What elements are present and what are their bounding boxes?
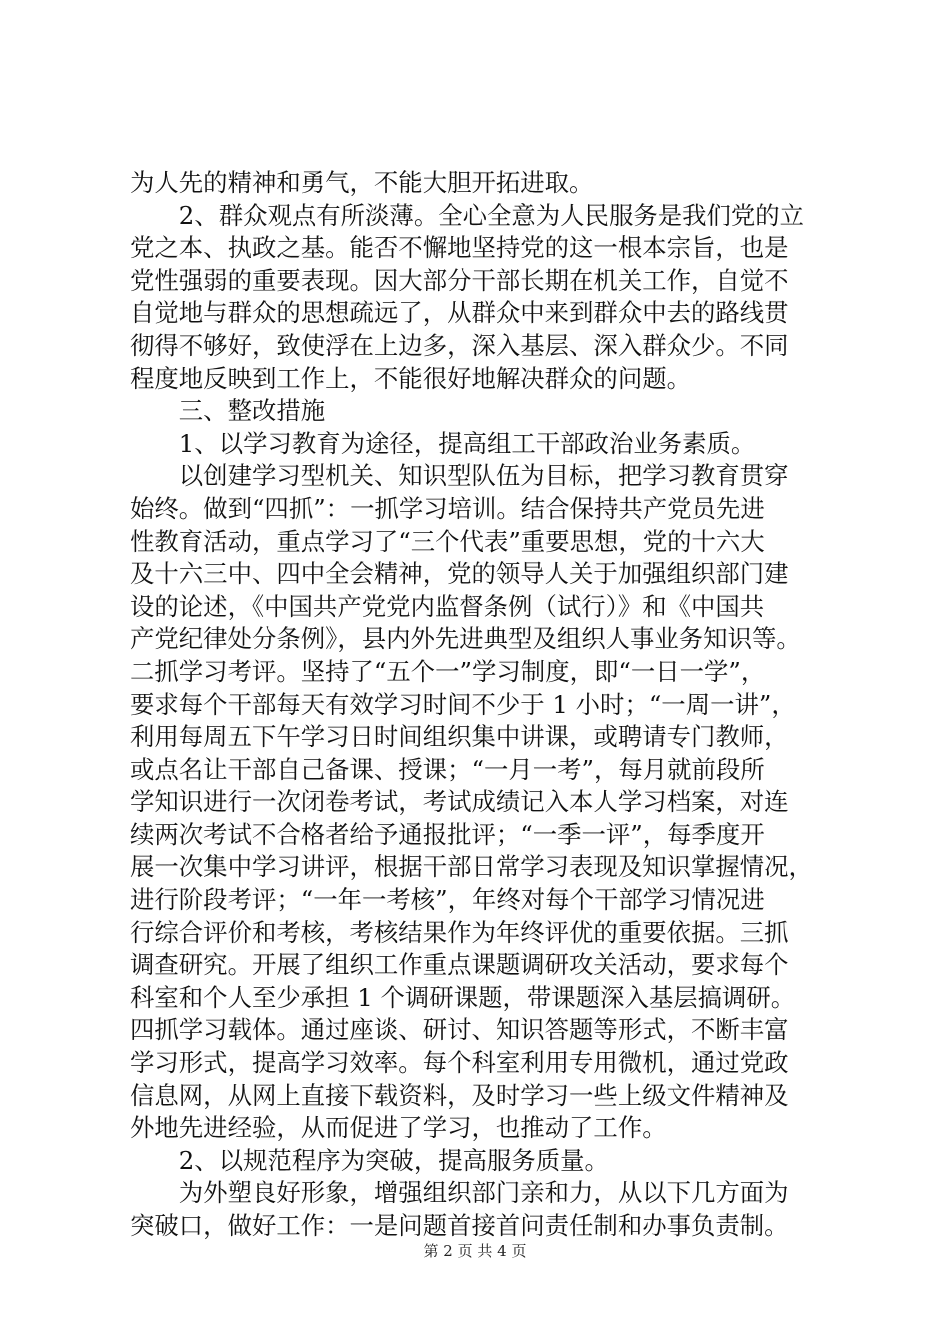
text-line: 以创建学习型机关、知识型队伍为目标，把学习教育贯穿 xyxy=(130,461,789,491)
text-line: 程度地反映到工作上，不能很好地解决群众的问题。 xyxy=(130,363,691,393)
text-line: 性教育活动，重点学习了“三个代表”重要思想，党的十六大 xyxy=(130,526,765,556)
text-line: 或点名让干部自己备课、授课；“一月一考”，每月就前段所 xyxy=(130,754,765,784)
text-line: 行综合评价和考核，考核结果作为年终评优的重要依据。三抓 xyxy=(130,917,789,947)
text-line: 科室和个人至少承担 1 个调研课题，带课题深入基层搞调研。 xyxy=(130,982,796,1012)
text-line: 四抓学习载体。通过座谈、研讨、知识答题等形式，不断丰富 xyxy=(130,1015,789,1045)
text-line: 展一次集中学习讲评，根据干部日常学习表现及知识掌握情况， xyxy=(130,852,813,882)
text-line: 自觉地与群众的思想疏远了，从群众中来到群众中去的路线贯 xyxy=(130,298,789,328)
text-line: 学习形式，提高学习效率。每个科室利用专用微机，通过党政 xyxy=(130,1048,789,1078)
text-line: 要求每个干部每天有效学习时间不少于 1 小时；“一周一讲”， xyxy=(130,689,796,719)
text-line: 及十六三中、四中全会精神，党的领导人关于加强组织部门建 xyxy=(130,559,789,589)
section-heading: 三、整改措施 xyxy=(130,396,326,426)
text-line: 二抓学习考评。坚持了“五个一”学习制度，即“一日一学”， xyxy=(130,656,766,686)
text-line: 突破口，做好工作：一是问题首接首问责任制和办事负责制。 xyxy=(130,1211,789,1240)
text-line: 产党纪律处分条例》，县内外先进典型及组织人事业务知识等。 xyxy=(130,624,801,654)
text-line: 党之本、执政之基。能否不懈地坚持党的这一根本宗旨，也是 xyxy=(130,233,789,263)
text-line: 进行阶段考评；“一年一考核”，年终对每个干部学习情况进 xyxy=(130,885,765,915)
text-line: 为人先的精神和勇气，不能大胆开拓进取。 xyxy=(130,168,594,197)
text-line: 续两次考试不合格者给予通报批评；“一季一评”，每季度开 xyxy=(130,819,765,849)
text-line: 彻得不够好，致使浮在上边多，深入基层、深入群众少。不同 xyxy=(130,330,789,360)
subsection-heading: 1、以学习教育为途径，提高组工干部政治业务素质。 xyxy=(130,428,756,458)
subsection-heading: 2、以规范程序为突破，提高服务质量。 xyxy=(130,1145,609,1175)
text-line: 为外塑良好形象，增强组织部门亲和力，从以下几方面为 xyxy=(130,1178,789,1208)
text-line: 设的论述，《中国共产党党内监督条例（试行）》和《中国共 xyxy=(130,591,765,621)
text-line: 利用每周五下午学习日时间组织集中讲课，或聘请专门教师， xyxy=(130,722,789,752)
text-line: 信息网，从网上直接下载资料，及时学习一些上级文件精神及 xyxy=(130,1080,789,1110)
text-line: 党性强弱的重要表现。因大部分干部长期在机关工作，自觉不 xyxy=(130,265,789,295)
page-footer: 第 2 页 共 4 页 xyxy=(423,1242,527,1260)
body-text xyxy=(130,167,830,1243)
text-line: 2、群众观点有所淡薄。全心全意为人民服务是我们党的立 xyxy=(130,200,805,230)
text-line: 调查研究。开展了组织工作重点课题调研攻关活动，要求每个 xyxy=(130,950,789,980)
text-line: 始终。做到“四抓”：一抓学习培训。结合保持共产党员先进 xyxy=(130,493,765,523)
text-line: 学知识进行一次闭卷考试，考试成绩记入本人学习档案，对连 xyxy=(130,787,789,817)
text-line: 外地先进经验，从而促进了学习，也推动了工作。 xyxy=(130,1113,667,1143)
